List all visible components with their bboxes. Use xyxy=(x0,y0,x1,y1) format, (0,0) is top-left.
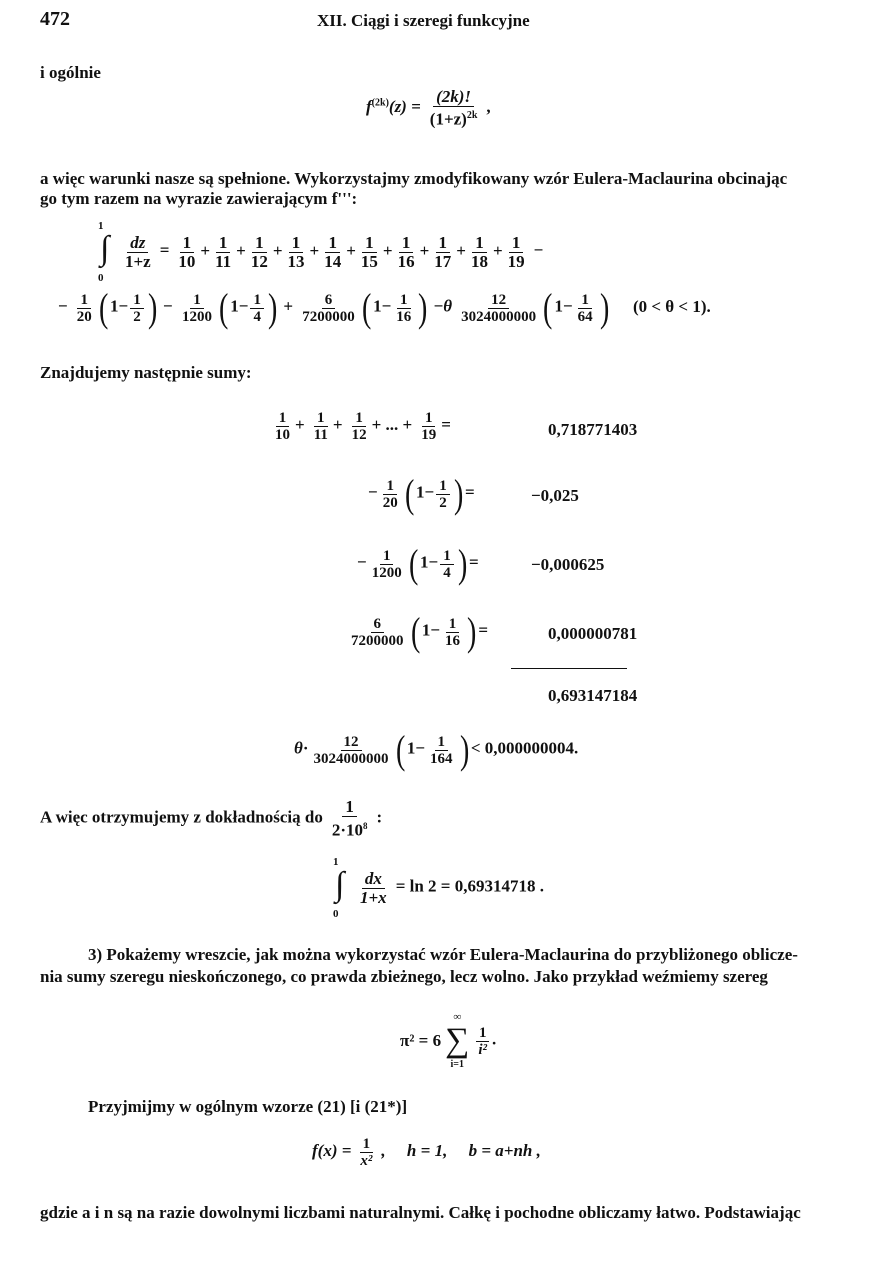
corr3-frac: $\frac{6}{7200000}$ xyxy=(302,291,355,325)
eq1-den: (1+z) xyxy=(429,109,467,129)
function-definition: f(x) = $\frac{1}{\text{x²}}$ , h = 1, b = a+nh , xyxy=(312,1136,541,1169)
harmonic-terms: $\frac{1}{10}$ + $\frac{1}{11}$ + $\frac{1}{12}$ + $\frac{1}{13}$ + $\frac{1}{14}$ + $\frac{1}{15}$ + $\frac{1}{16}$ + $\frac{1}{17}$ + $\frac{1}{18}$ + $\frac{1}{19}$ xyxy=(173,243,529,260)
integral-lower-limit: 0 xyxy=(98,272,104,284)
harmonic-term: $\frac{1}{10}$ xyxy=(178,232,196,271)
eq1-arg: (z) = xyxy=(388,97,421,116)
remainder-row: θ· $\frac{12}{3024000000}$ ( 1− $\frac{1}{164}$ ) < 0,000000004. xyxy=(294,727,579,772)
paragraph-2-line-1: a więc warunki nasze są spełnione. Wykorzystajmy zmodyfikowany wzór Eulera-Maclaurina obcinając xyxy=(40,169,788,188)
eq1-frac xyxy=(427,88,481,129)
pi-series-equation: π² = 6 ∞ ∑ i=1 $\frac{1}{\text{i²}}$ . xyxy=(400,1011,497,1070)
corr2-frac: $\frac{1}{1200}$ xyxy=(181,291,212,325)
harmonic-term: $\frac{1}{11}$ xyxy=(215,232,232,271)
integrand-den: 1+z xyxy=(125,251,151,271)
paragraph-intro: i ogólnie xyxy=(40,63,101,82)
corr4-frac: $\frac{12}{3024000000}$ xyxy=(461,291,537,325)
harmonic-term: $\frac{1}{19}$ xyxy=(507,232,525,271)
integral-upper-limit: 1 xyxy=(98,220,104,232)
harmonic-term: $\frac{1}{17}$ xyxy=(434,232,452,271)
integrand xyxy=(122,234,154,271)
eq1-f: f xyxy=(366,97,372,116)
expansion-row-1: ∫ 1 0 $\frac{dz}{1+z}$ = $\frac{1}{10}$ + $\frac{1}{11}$ + $\frac{1}{12}$ + $\frac{1}{13}$ + $\frac{1}{14}$ + $\frac{1}{15}$ + $\frac{1}{16}$ + $\frac{1}{17}$ + $\frac{1}{18}$ + $\frac{1}{19}$ − xyxy=(98,220,544,284)
harmonic-term: $\frac{1}{18}$ xyxy=(470,232,488,271)
harmonic-term: $\frac{1}{14}$ xyxy=(324,232,342,271)
sum-row-1: $\frac{1}{10}$ + $\frac{1}{11}$ + $\frac{1}{12}$ + ... + $\frac{1}{19}$ = xyxy=(275,410,451,443)
sum-row-3: − $\frac{1}{1200}$ ( 1− $\frac{1}{4}$ ) = xyxy=(357,541,479,586)
sum-sigma: ∞ ∑ i=1 xyxy=(445,1011,470,1070)
corr1-frac: $\frac{1}{20}$ xyxy=(76,291,92,325)
integrand-num: dz xyxy=(127,234,148,253)
paragraph-5-line-1: 3) Pokażemy wreszcie, jak można wykorzystać wzór Eulera-Maclaurina do przybliżonego oblicze- xyxy=(88,945,798,964)
sum-total: 0,693147184 xyxy=(548,686,638,705)
sum-1-value: 0,718771403 xyxy=(548,420,638,439)
eq1-tail: , xyxy=(486,97,491,116)
eq1-den-sup: 2k xyxy=(466,110,478,121)
integral-2-sign: ∫ 1 0 xyxy=(333,856,345,920)
harmonic-term: $\frac{1}{13}$ xyxy=(287,232,305,271)
paragraph-5-line-2: nia sumy szeregu nieskończonego, co prawda zbieżnego, lecz wolno. Jako przykład weźmiemy szereg xyxy=(40,967,768,986)
harmonic-term: $\frac{1}{12}$ xyxy=(250,232,268,271)
theta-condition: (0 < θ < 1). xyxy=(632,296,711,316)
integral-result: ∫ 1 0 $\frac{dx}{1+x}$ = ln 2 = 0,69314718 . xyxy=(333,856,544,920)
sum-4-value: 0,000000781 xyxy=(548,624,638,643)
sum-row-2: − $\frac{1}{20}$ ( 1− $\frac{1}{2}$ ) = xyxy=(368,471,475,516)
sum-row-4: $\frac{6}{7200000}$ ( 1− $\frac{1}{16}$ ) = xyxy=(351,609,489,654)
page-number: 472 xyxy=(40,8,70,30)
integral-sign: ∫ 1 0 xyxy=(98,220,110,284)
paragraph-2-line-2: go tym razem na wyrazie zawierającym f''': xyxy=(40,189,358,208)
harmonic-term: $\frac{1}{16}$ xyxy=(397,232,415,271)
paragraph-3: Znajdujemy następnie sumy: xyxy=(40,363,252,382)
sum-2-value: −0,025 xyxy=(531,486,579,505)
equation-derivative xyxy=(366,88,491,129)
expansion-row-2: − $\frac{1}{20}$ ( 1− $\frac{1}{2}$ ) − $\frac{1}{1200}$ ( 1− $\frac{1}{4}$ ) + $\frac{6}{7200000}$ ( 1− $\frac{1}{16}$ ) −θ $\frac{12}{3024000000}$ ( 1− $\frac{1}{64}$ ) (0 < θ < 1). xyxy=(58,285,711,330)
harmonic-term: $\frac{1}{15}$ xyxy=(360,232,378,271)
paragraph-7: gdzie a i n są na razie dowolnymi liczbami naturalnymi. Całkę i pochodne obliczamy łatwo. Podstawiając xyxy=(40,1203,801,1222)
sum-3-value: −0,000625 xyxy=(531,555,605,574)
eq1-num: (2k)! xyxy=(433,88,474,107)
remainder-value: < 0,000000004. xyxy=(470,738,579,758)
running-title: XII. Ciągi i szeregi funkcyjne xyxy=(317,11,530,30)
eq1-sup: (2k) xyxy=(371,97,389,109)
sum-rule xyxy=(511,668,627,669)
paragraph-6: Przyjmijmy w ogólnym wzorze (21) [i (21*)] xyxy=(88,1097,408,1116)
accuracy-line: A więc otrzymujemy z dokładnością do $\frac{1}{2\cdot 10^8}$ : xyxy=(40,797,383,840)
